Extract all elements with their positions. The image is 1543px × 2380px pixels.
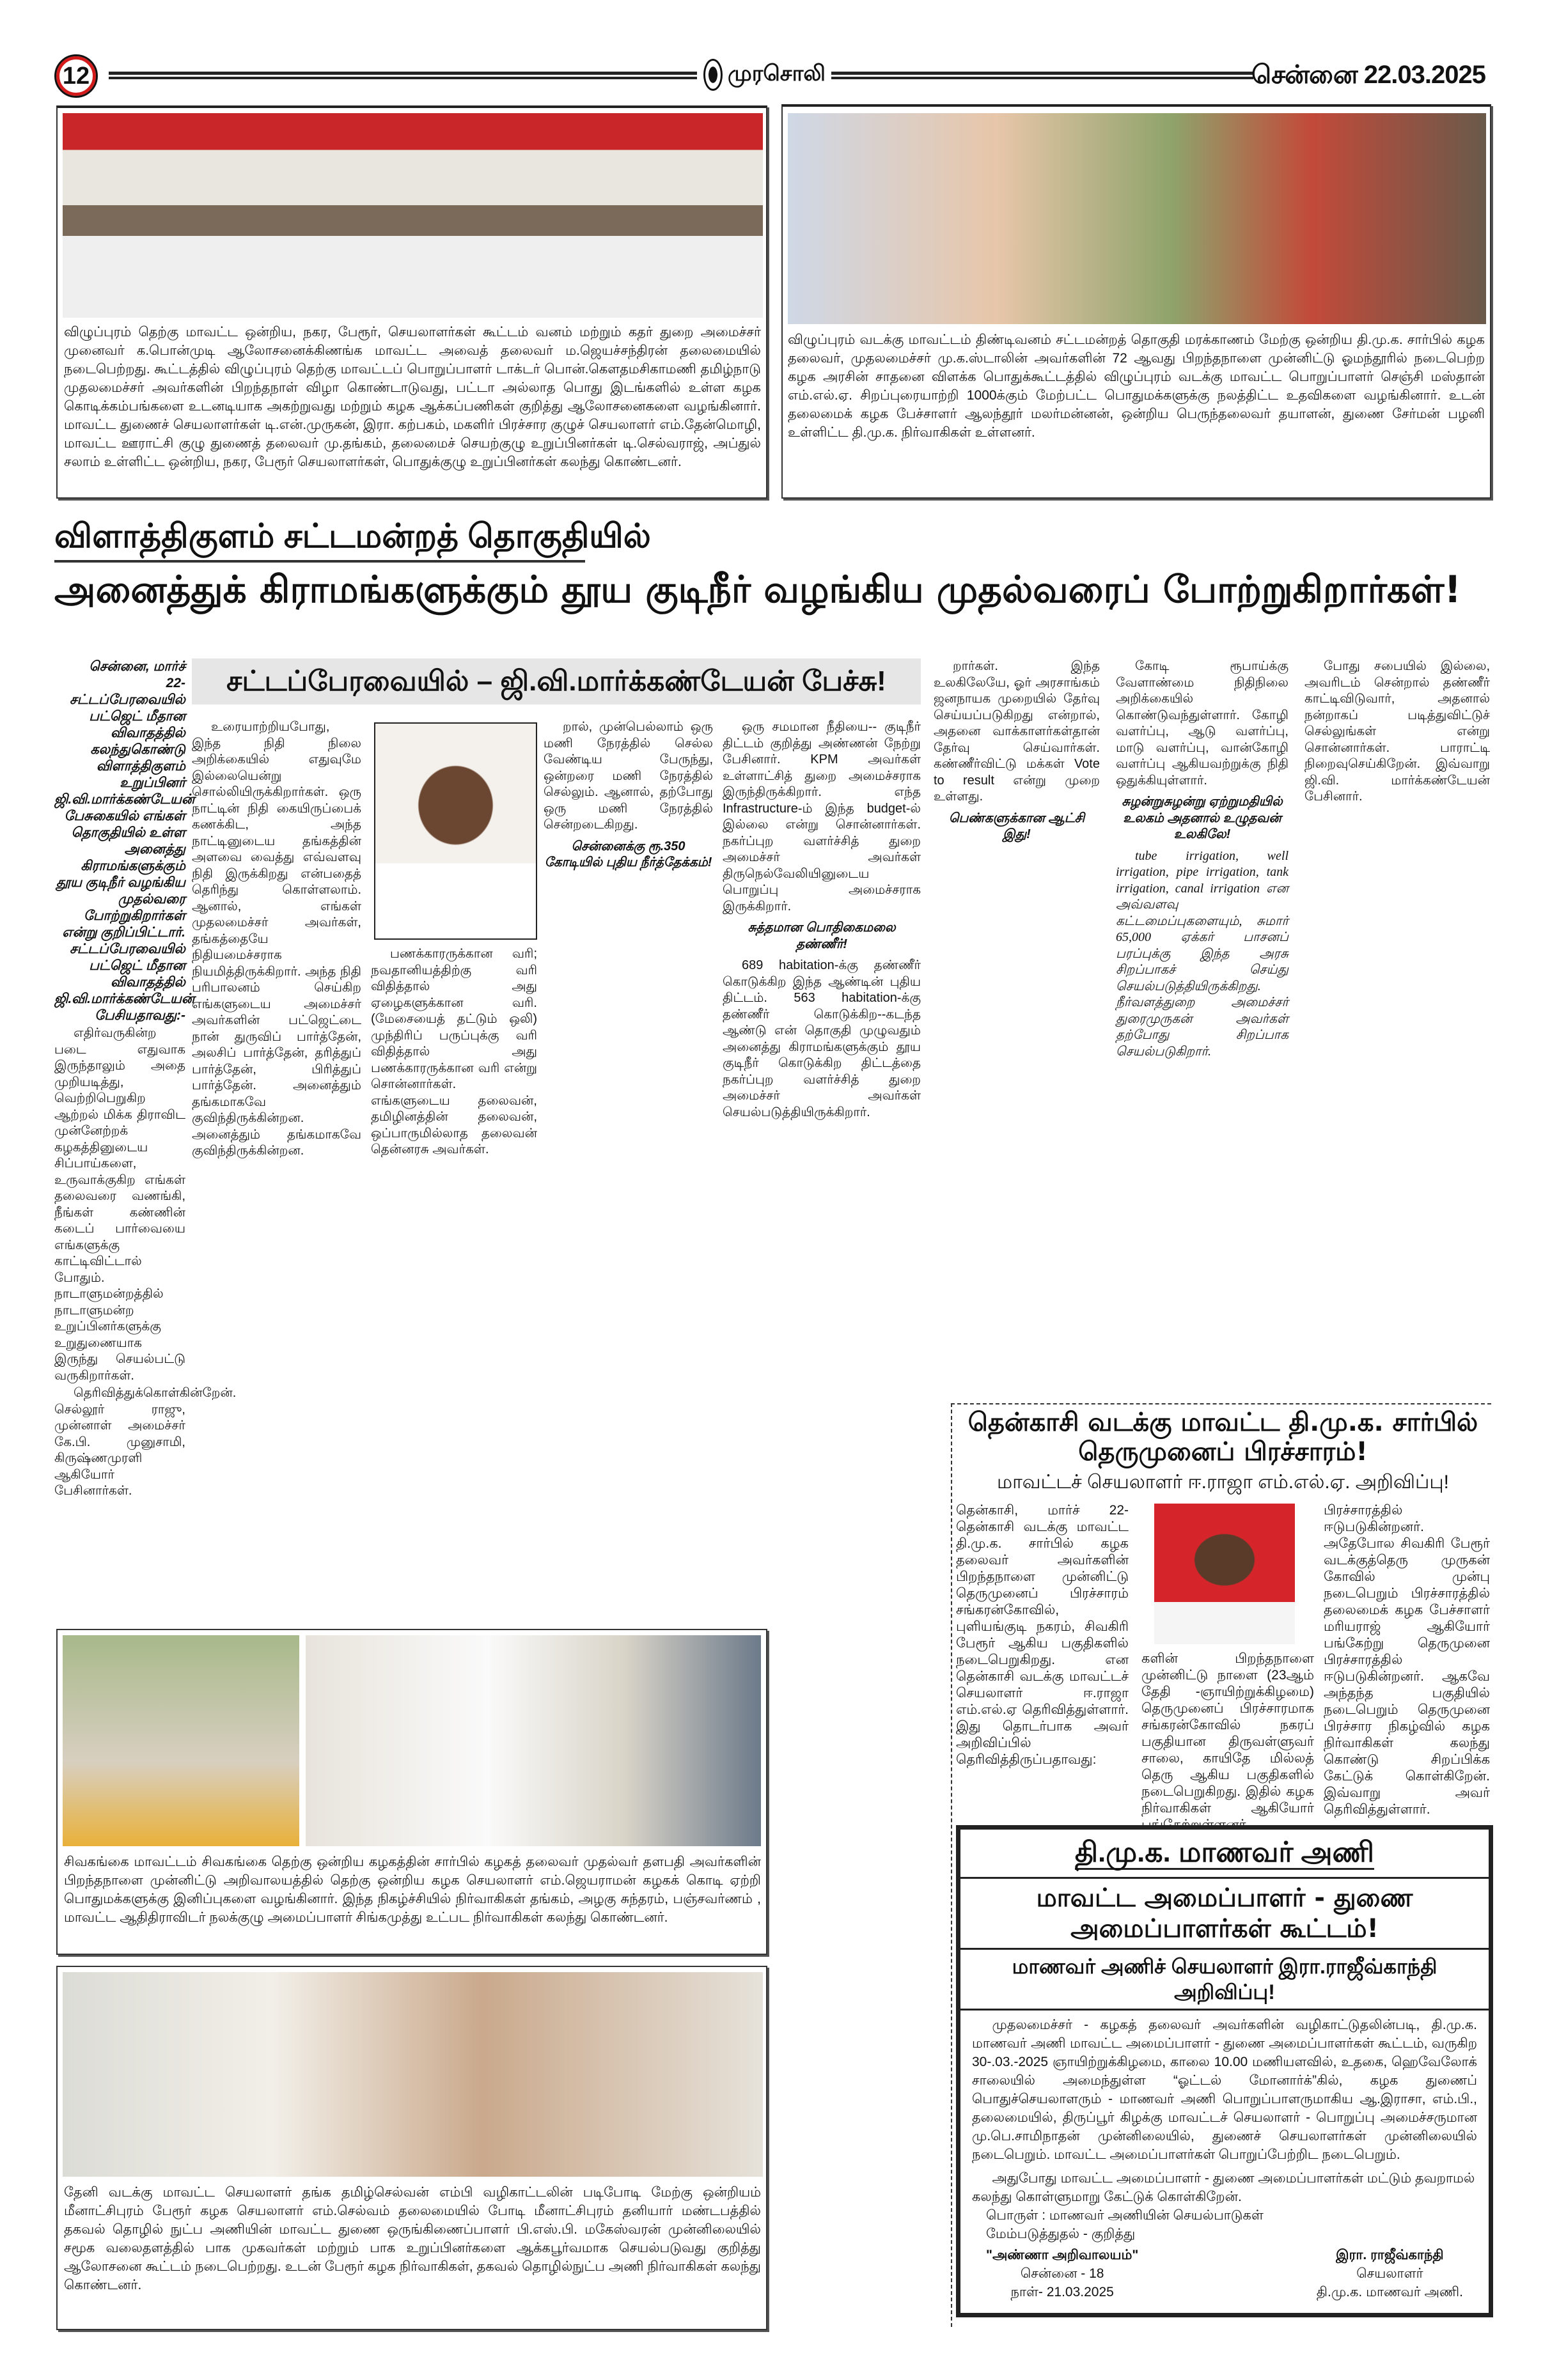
tenkasi-subheadline: மாவட்டச் செயலாளர் ஈ.ராஜா எம்.எல்.ஏ. அறிவிப்பு! — [996, 1472, 1450, 1493]
meeting-photo — [63, 113, 763, 318]
article-column-2 — [192, 719, 361, 1627]
notice-place: "அண்ணா அறிவாலயம்" — [986, 2248, 1139, 2262]
photo-caption: சிவகங்கை மாவட்டம் சிவகங்கை தெற்கு ஒன்றிய கழகத்தின் சார்பில் கழகத் தலைவர் முதல்வர் தளபதி அவர்களின் பிறந்தநாளை முன்னிட்டு அறிவாலயத்தில் தெற்கு ஒன்றிய கழக செயலாளர் எம்.ஜெயராமன் கழகக் கொடி ஏற்றி பொதுமக்களுக்கு இனிப்புகளை வழங்கினார். இந்த நிகழ்ச்சியில் நிர்வாகிகள் தங்கம், அழகு சுந்தரம், பஞ்சவர்ணம் , மாவட்ட ஆதிதிராவிடர் நலக்குழு அமைப்பாளர் சிங்கமுத்து உட்பட நிர்வாகிகள் கலந்து கொண்டனர். — [64, 1855, 761, 1925]
tenkasi-column-3: பிரச்சாரத்தில் ஈடுபடுகின்றனர். அதேபோல சிவகிரி பேரூர் வடக்குத்தெரு முருகன் கோவில் முன்பு நடைபெறும் பிரச்சாரத்தில் தலைமைக் கழக பேச்சாளர் மரியராஜ் ஆகியோர் பங்கேற்று தெருமுனை பிரச்சாரத்தில் ஈடுபடுகின்றனர். ஆகவே அந்தந்த பகுதியில் நடைபெறும் தெருமுனை பிரச்சார நிகழ்வில் கழக நிர்வாகிகள் கலந்து கொண்டு சிறப்பிக்க கேட்டுக் கொள்கிறேன். இவ்வாறு அவர் தெரிவித்துள்ளார். — [1324, 1503, 1490, 1817]
notice-body: முதலமைச்சர் - கழகத் தலைவர் அவர்களின் வழிகாட்டுதலின்படி, தி.மு.க. மாணவர் அணி மாவட்ட அமைப்பாளர் - துணை அமைப்பாளர்கள் கூட்டம், வருகிற 30-.03.-2025 ஞாயிற்றுக்கிழமை, காலை 10.00 மணியளவில், உதகை, ஹெவேலோக் சாலையில் அமைந்துள்ள “ஓட்டல் மோனார்க்”கில், கழக துணைப் பொதுச்செயலாளரும் - மாணவர் அணி பொறுப்பாளருமாகிய ஆ.இராசா, எம்.பி., தலைமையில், திருப்பூர் கிழக்கு மாவட்டச் செயலாளர் - பொறுப்பு அமைச்சருமான மு.பெ.சாமிநாதன் முன்னிலையில், துணைச் செயலாளர்கள் முன்னிலையில் நடைபெறும். மாவட்ட அமைப்பாளர்கள் பொறுப்பேற்றிட நடைபெறும். — [972, 2018, 1477, 2162]
article-intro: சென்னை, மார்ச் 22- சட்டப்பேரவையில் பட்ஜெட் மீதான விவாதத்தில் கலந்துகொண்டு விளாத்திகுளம் உறுப்பினர் ஜி.வி.மார்க்கண்டேயன் பேசுகையில் எங்கள் தொகுதியில் உள்ள அனைத்து கிராமங்களுக்கும் தூய குடிநீர் வழங்கிய முதல்வரை போற்றுகிறார்கள் என்று குறிப்பிட்டார். சட்டப்பேரவையில் பட்ஜெட் மீதான விவாதத்தில் ஜி.வி.மார்க்கண்டேயன் பேசியதாவது:- — [54, 659, 195, 1023]
notice-signature-block — [1317, 2246, 1463, 2301]
notice-subject-line: பொருள் : மாணவர் அணியின் செயல்பாடுகள் — [986, 2208, 1264, 2223]
consultation-meeting-photo — [63, 1972, 763, 2177]
district-secretary-portrait — [1154, 1504, 1295, 1644]
notice-body-2: அதுபோது மாவட்ட அமைப்பாளர் - துணை அமைப்பாளர்கள் மட்டும் தவறாமல் கலந்து கொள்ளுமாறு கேட்டுக் கொள்கிறேன். — [972, 2171, 1475, 2204]
article-column-6 — [934, 658, 1100, 1397]
article-column-4 — [544, 719, 713, 1627]
page-number: 12 — [56, 56, 96, 96]
notice-org: தி.மு.க. மாணவர் அணி — [1075, 1837, 1374, 1870]
speaker-portrait — [374, 722, 537, 940]
paragraph: போது சபையில் இல்லை, அவரிடம் சென்றால் தண்ணீர் காட்டிவிடுவார், அதனால் நன்றாகப் படித்துவிட்டுச் செல்லுங்கள் என்று சொன்னார்கள். பாராட்டி நிறைவுசெய்கிறேன். இவ்வாறு ஜி.வி. மார்க்கண்டேயன் பேசினார். — [1304, 659, 1490, 804]
notice-designation: செயலாளர் — [1356, 2266, 1423, 2281]
photo-story-sivagangai — [56, 1629, 767, 1955]
paragraph: றால், முன்பெல்லாம் ஒரு மணி நேரத்தில் செல்ல வேண்டிய பேருந்து, ஒன்றரை மணி நேரத்தில் செல்லும். ஆனால், தற்போது ஒரு மணி நேரத்தில் சென்றடைகிறது. — [544, 720, 713, 832]
tenkasi-column-2: களின் பிறந்தநாளை முன்னிட்டு நாளை (23ஆம் தேதி -ஞாயிற்றுக்கிழமை) தெருமுனைப் பிரச்சாரமாக சங்கரன்கோவில் நகரப் பகுதியான திருவள்ளுவர் சாலை, காயிதே மில்லத் தெரு ஆகிய பகுதிகளில் நடைபெறுகிறது. இதில் கழக நிர்வாகிகள் ஆகியோர் — [1141, 1651, 1314, 1816]
paragraph: எதிர்வருகின்ற படை எதுவாக இருந்தாலும் அதை முறியடித்து, வெற்றிபெறுகிற ஆற்றல் மிக்க திராவிட முன்னேற்றக் கழகத்தினுடைய சிப்பாய்களை, உருவாக்குகிற எங்கள் தலைவரை வணங்கி, நீங்கள் கண்ணின் கடைப் பார்வையை எங்களுக்கு காட்டிவிட்டால் போதும். நாடாளுமன்றத்தில் நாடாளுமன்ற உறுப்பினர்களுக்கு உறுதுணையாக இருந்து செயல்பட்டு வருகிறார்கள். — [54, 1026, 185, 1383]
welfare-distribution-photo — [788, 113, 1486, 324]
masthead-rule-right — [831, 72, 1253, 79]
article-subhead: பெண்களுக்கான ஆட்சி இது! — [948, 811, 1085, 841]
section-divider — [951, 1403, 952, 2327]
notice-city: சென்னை - 18 — [1020, 2266, 1104, 2281]
article-column-7 — [1116, 658, 1288, 1397]
article-column-1 — [54, 658, 237, 1627]
sweets-distribution-photo — [306, 1635, 761, 1846]
article-kicker: விளாத்திகுளம் சட்டமன்றத் தொகுதியில் — [54, 518, 651, 555]
masthead-logo — [703, 59, 826, 91]
paragraph: கோடி ரூபாய்க்கு வேளாண்மை நிதிநிலை அறிக்கையில் கொண்டுவந்துள்ளார். கோழி வளர்ப்பு, ஆடு வளர்ப்பு, மாடு வளர்ப்பு, வான்கோழி வளர்ப்பு ஆகியவற்றுக்கு நிதி ஒதுக்கியுள்ளார். — [1116, 659, 1288, 788]
notice-headline: மாவட்ட அமைப்பாளர் - துணை அமைப்பாளர்கள் கூட்டம்! — [960, 1879, 1489, 1950]
notice-place-block — [986, 2246, 1138, 2301]
notice-subheadline: மாணவர் அணிச் செயலாளர் இரா.ராஜீவ்காந்தி அறிவிப்பு! — [960, 1950, 1489, 2011]
article-column-3 — [371, 946, 537, 1627]
notice-date: நாள்- 21.03.2025 — [1010, 2285, 1114, 2299]
photo-caption: விழுப்புரம் தெற்கு மாவட்ட ஒன்றிய, நகர, பேரூர், செயலாளர்கள் கூட்டம் வனம் மற்றும் கதர் துறை அமைச்சர் முனைவர் க.பொன்முடி ஆலோசனைக்கிணங்க மாவட்ட அவைத் தலைவர் ம.ஜெயச்சந்திரன் தலைமையில் நடைபெற்றது. கூட்டத்தில் விழுப்புரம் தெற்கு மாவட்டப் பொறுப்பாளர் டாக்டர் பொன்.கௌதமசிகாமணி தமிழ்நாடு முதலமைச்சர் அவர்களின் பிறந்தநாள் விழா கொண்டாடுவது, பட்டா அல்லாத பொது இடங்களில் உள்ள கழக கொடிக்கம்பங்களை உடனடியாக அகற்றுவது மற்றும் கழக ஆக்கப்பணிகள் குறித்து ஆலோசனைகளை வழங்கினார். மாவட்ட துணைச் செயலாளர்கள் டி.என்.முருகன், இரா. கற்பகம், மகளிர் பிரச்சார குழுச் செயலாளர் எம்.தேன்மொழி, மாவட்ட ஊராட்சி குழு துணைத் தலைவர் மு.தங்கம், தலைமைச் செயற்குழு உறுப்பினர்கள் டி.செல்வராஜ், அப்துல் சலாம் உள்ளிட்ட ஒன்றிய, நகர, பேரூர் செயலாளர்கள், பொதுக்குழு உறுப்பினர்கள் கலந்து கொண்டனர். — [64, 325, 761, 469]
paragraph: ஒரு சமமான நீதியை-- குடிநீர் திட்டம் குறித்து அண்ணன் நேற்று பேசினார். KPM அவர்கள் உள்ளாட்சித் துறை அமைச்சராக இருந்திருக்கிறார். எந்த Infrastructure-ம் இந்த budget-ல் இல்லை என்று சொன்னார்கள். நகர்ப்புற வளர்ச்சித் துறை அமைச்சர் அவர்கள் திருநெல்வேலியினுடைய பொறுப்பு அமைச்சராக இருக்கிறார். — [723, 720, 921, 914]
rising-sun-emblem-icon — [703, 59, 723, 91]
notice-subject — [960, 2206, 1489, 2243]
student-wing-notice — [956, 1825, 1493, 2317]
notice-signatory-org: தி.மு.க. மாணவர் அணி. — [1316, 2285, 1463, 2299]
masthead-rule-left — [109, 72, 697, 79]
article-subhead: சுழன்றுசுழன்று ஏற்றுமதியில் உலகம் அதனால் உழுதவன் உலகிலே! — [1122, 795, 1283, 841]
photo-caption: தேனி வடக்கு மாவட்ட செயலாளர் தங்க தமிழ்செல்வன் எம்பி வழிகாட்டலின் படிபோடி மேற்கு ஒன்றியம் மீனாட்சிபுரம் பேரூர் கழக செயலாளர் எம்.செல்வம் தலைமையில் போடி மீனாட்சிபுரம் தனியார் மண்டபத்தில் தகவல் தொழில் நுட்ப அணியின் மாவட்ட துணை ஒருங்கிணைப்பாளர் பி.எஸ்.பி. மகேஸ்வரன் முன்னிலையில் சமூக வலைதளத்தில் பாக முகவர்கள் மற்றும் பாக உறுப்பினர்களை ஆக்கபூர்வமாக செயல்படுவது குறித்து ஆலோசனை கூட்டம் நடைபெற்றது. உடன் பேரூர் கழக நிர்வாகிகள், தகவல் தொழில்நுட்ப அணி நிர்வாகிகள் கலந்து கொண்டனர். — [64, 2185, 761, 2292]
article-subheadline: சட்டப்பேரவையில் – ஜி.வி.மார்க்கண்டேயன் பேச்சு! — [192, 658, 921, 704]
article-column-8 — [1304, 658, 1490, 1397]
article-subhead: சுத்தமான பொதிகைமலை தண்ணீர்! — [748, 921, 896, 951]
photo-story-left-top — [56, 105, 767, 499]
paragraph: றார்கள். இந்த உலகிலேயே, ஓர் அரசாங்கம் ஜனநாயக முறையில் தேர்வு செய்யப்படுகிறது என்றால், அதனை வாக்காளர்கள்தான் தேர்வு செய்வார்கள். கண்ணீர்விட்டு மக்கள் Vote to result என்று முறை உள்ளது. — [934, 659, 1100, 804]
section-divider — [951, 1403, 1491, 1404]
notice-signatory: இரா. ராஜீவ்காந்தி — [1336, 2248, 1444, 2262]
photo-story-theni — [56, 1966, 767, 2330]
flag-hoisting-photo — [63, 1635, 299, 1846]
article-subhead: சென்னைக்கு ரூ.350 கோடியில் புதிய நீர்த்தேக்கம்! — [544, 839, 712, 869]
photo-story-right-top — [781, 104, 1491, 499]
tenkasi-headline: தென்காசி வடக்கு மாவட்ட தி.மு.க. சார்பில் தெருமுனைப் பிரச்சாரம்! — [967, 1408, 1478, 1466]
date-line: சென்னை 22.03.2025 — [1251, 61, 1485, 89]
tenkasi-column-1: தென்காசி, மார்ச் 22- தென்காசி வடக்கு மாவட்ட தி.மு.க. சார்பில் கழக தலைவர் அவர்களின் பிறந்தநாளை முன்னிட்டு தெருமுனைப் பிரச்சாரம் சங்கரன்கோவில், புளியங்குடி நகரம், சிவகிரி பேரூர் ஆகிய பகுதிகளில் நடைபெறுகிறது. என தென்காசி வடக்கு மாவட்டச் செயலாளர் ஈ.ராஜா எம்.எல்.ஏ தெரிவித்துள்ளார். இது தொடர்பாக அவர் அறிவிப்பில் தெரிவித்திருப்பதாவது: — [956, 1503, 1129, 1767]
notice-footer — [960, 2243, 1489, 2301]
paper-name: முரசொலி — [728, 61, 826, 86]
paragraph: உரையாற்றியபோது, இந்த நிதி நிலை அறிக்கையில் எதுவுமே இல்லையென்று சொல்லியிருக்கிறார்கள். ஒரு நாட்டின் நிதி கையிருப்பைக் கணக்கிட, அந்த நாட்டினுடைய தங்கத்தின் அளவை வைத்து எவ்வளவு நிதி இருக்கிறது என்பதைத் தெரிந்து கொள்ளலாம். ஆனால், எங்கள் முதலமைச்சர் அவர்கள், தங்கத்தையே நிதியமைச்சராக நியமித்திருக்கிறார். அந்த நிதி பரிபாலனம் செய்கிற எங்களுடைய அமைச்சர் அவர்களின் பட்ஜெட்டை நான் துருவிப் பார்த்தேன், அலசிப் பார்த்தேன், தரித்துப் பார்த்தேன், பிரித்துப் பார்த்தேன். அனைத்தும் தங்கமாகவே குவிந்திருக்கின்றன. அனைத்தும் தங்கமாகவே குவிந்திருக்கின்றன. — [192, 720, 361, 1158]
paragraph: பணக்காரருக்கான வரி; நவதானியத்திற்கு வரி விதித்தால் அது ஏழைகளுக்கான வரி. (மேசையைத் தட்டும் ஒலி) முந்திரிப் பருப்புக்கு வரி விதித்தால் அது பணக்காரருக்கான வரி என்று சொன்னார்கள். எங்களுடைய தலைவன், தமிழினத்தின் தலைவன், ஒப்பாருமில்லாத தலைவன் தென்னரசு அவர்கள். — [371, 947, 537, 1156]
article-headline: அனைத்துக் கிராமங்களுக்கும் தூய குடிநீர் வழங்கிய முதல்வரைப் போற்றுகிறார்கள்! — [54, 568, 1461, 611]
kicker-underline — [54, 560, 585, 563]
notice-subject-line: மேம்படுத்துதல் - குறித்து — [986, 2227, 1136, 2241]
photo-caption: விழுப்புரம் வடக்கு மாவட்டம் திண்டிவனம் சட்டமன்றத் தொகுதி மரக்காணம் மேற்கு ஒன்றிய தி.மு.க. சார்பில் கழக தலைவர், முதலமைச்சர் மு.க.ஸ்டாலின் அவர்களின் 72 ஆவது பிறந்தநாளை முன்னிட்டு ஓமந்தூரில் நடைபெற்ற கழக அரசின் சாதனை விளக்க பொதுக்கூட்டத்தில் விழுப்புரம் வடக்கு மாவட்ட பொறுப்பாளர் செஞ்சி மஸ்தான் எம்.எல்.ஏ. சிறப்புரையாற்றி 1000க்கும் மேற்பட்ட பொதுமக்களுக்கு நலத்திட்ட உதவிகளை வழங்கினார். உடன் தலைமைக் கழக பேச்சாளர் ஆலந்தூர் மலர்மன்னன், ஒன்றிய பெருந்தலைவர் தயாளன், துணை சேர்மன் பழனி உள்ளிட்ட தி.மு.க. நிர்வாகிகள் உள்ளனர். — [788, 332, 1485, 440]
notice-org-header — [960, 1830, 1489, 1879]
paragraph: 689 habitation-க்கு தண்ணீர் கொடுக்கிற இந்த ஆண்டின் புதிய திட்டம். 563 habitation-க்கு தண்ணீர் கொடுக்கிற--கடந்த ஆண்டு என் தொகுதி முழுவதும் அனைத்து கிராமங்களுக்கும் தூய குடிநீர் கொடுக்கிற திட்டத்தை நகர்ப்புற வளர்ச்சித் துறை அமைச்சர் அவர்கள் செயல்படுத்தியிருக்கிறார். — [723, 958, 921, 1119]
paragraph: தெரிவித்துக்கொள்கின்றேன். செல்லூர் ராஜு, முன்னாள் அமைச்சர் கே.பி. முனுசாமி, கிருஷ்ணமுரளி ஆகியோர் பேசினார்கள். — [54, 1386, 237, 1498]
paragraph: tube irrigation, well irrigation, pipe irrigation, tank irrigation, canal irrigation என அவ்வளவு கட்டமைப்புகளையும், சுமார் 65,000 ஏக்கர் பாசனப் பரப்புக்கு இந்த அரசு சிறப்பாகச் செய்து செயல்படுத்தியிருக்கிறது. நீர்வளத்துறை அமைச்சர் துரைமுருகன் அவர்கள் தற்போது சிறப்பாக செயல்படுகிறார். — [1116, 848, 1288, 1059]
